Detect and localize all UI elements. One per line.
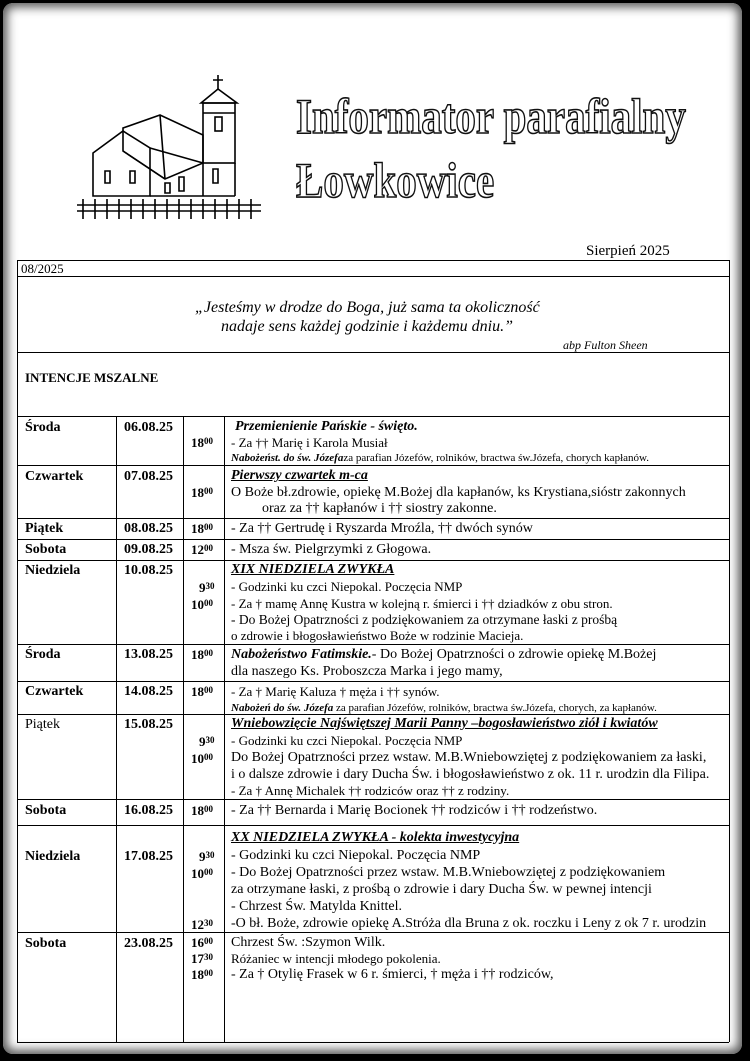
row-day: Piątek bbox=[25, 521, 64, 536]
row-day: Sobota bbox=[25, 803, 67, 818]
row-intention: - Za † mamę Annę Kustra w kolejną r. śmierci i †† dziadków z obu stron. bbox=[231, 596, 613, 611]
row-date: 06.08.25 bbox=[124, 420, 173, 435]
row-day: Niedziela bbox=[25, 849, 81, 864]
row-time: $17^{30}$ bbox=[191, 951, 213, 966]
row-date: 15.08.25 bbox=[124, 717, 173, 732]
row-intention: Różaniec w intencji młodego pokolenia. bbox=[231, 951, 441, 966]
row-intention: - Do Bożej Opatrzności przez wstaw. M.B.Wniebowzięte̜j z podziękowaniem bbox=[231, 865, 666, 880]
row-intention: Do Bożej Opatrzności przez wstaw. M.B.Wniebowzięte̜j z podziękowaniem za łaski, bbox=[231, 750, 707, 765]
row-intention: Nabożeństwo Fatimskie.- Do Bożej Opatrzności o zdrowie opiekę M.Bożej bbox=[231, 647, 657, 662]
row-intention: i o dalsze zdrowie i dary Ducha Św. i błogosławieństwo z ok. 11 r. urodzin dla Filipa. bbox=[231, 767, 710, 782]
row-time: $18^{00}$ bbox=[191, 435, 213, 450]
row-time: $18^{00}$ bbox=[191, 521, 213, 536]
row-intention: - Za †† Bernarda i Marię Bocionek †† rodziców i †† rodzeństwo. bbox=[231, 803, 598, 818]
row-date: 07.08.25 bbox=[124, 469, 173, 484]
row-intention: - Godzinki ku czci Niepokal. Poczęcia NMP bbox=[231, 848, 481, 863]
row-feast-title: Pierwszy czwartek m-ca bbox=[231, 468, 368, 483]
row-date: 08.08.25 bbox=[124, 521, 173, 536]
row-time: $10^{00}$ bbox=[191, 866, 213, 881]
row-intention: Nabożeń do św. Józefa za parafian Józefów, rolników, bractwa św.Józefa, chorych, za kapłanów. bbox=[231, 702, 657, 714]
row-intention: Chrzest Św. :Szymon Wilk. bbox=[231, 935, 386, 950]
row-day: Środa bbox=[25, 647, 61, 662]
row-day: Czwartek bbox=[25, 684, 84, 699]
row-time: $9^{30}$ bbox=[199, 580, 215, 595]
row-day: Piątek bbox=[25, 717, 60, 732]
issue-number: 08/2025 bbox=[21, 261, 64, 276]
row-time: $10^{00}$ bbox=[191, 597, 213, 612]
row-time: $9^{30}$ bbox=[199, 734, 215, 749]
church-icon bbox=[75, 73, 265, 223]
row-day: Czwartek bbox=[25, 469, 84, 484]
row-date: 14.08.25 bbox=[124, 684, 173, 699]
row-intention: Nabożeńst. do św. Józefaza parafian Józefów, rolników, bractwa św.Józefa, chorych kapłanów. bbox=[231, 452, 649, 464]
row-time: $18^{00}$ bbox=[191, 684, 213, 699]
row-intention: o zdrowie i błogosławieństwo Boże w rodzinie Macieja. bbox=[231, 628, 524, 643]
row-date: 13.08.25 bbox=[124, 647, 173, 662]
row-time: $18^{00}$ bbox=[191, 647, 213, 662]
row-date: 17.08.25 bbox=[124, 849, 173, 864]
row-date: 10.08.25 bbox=[124, 563, 173, 578]
row-date: 09.08.25 bbox=[124, 542, 173, 557]
title-line-1: Informator parafialny bbox=[296, 88, 686, 144]
row-time: $12^{30}$ bbox=[191, 917, 213, 932]
title-line-2: Łowkowice bbox=[296, 152, 495, 208]
row-intention: - Za †† Gertrudę i Ryszarda Mroźla, †† dwóch synów bbox=[231, 521, 533, 536]
row-intention: - Za †† Marię i Karola Musiał bbox=[231, 435, 388, 450]
quote-line-1: „Jesteśmy w drodze do Boga, już sama ta okoliczność bbox=[195, 299, 540, 316]
row-intention: O Boże bł.zdrowie, opiekę M.Bożej dla kapłanów, ks Krystiana,sióstr zakonnych bbox=[231, 485, 686, 500]
row-feast-title: Przemienienie Pańskie - święto. bbox=[235, 419, 418, 434]
row-intention: dla naszego Ks. Proboszcza Marka i jego mamy, bbox=[231, 664, 503, 679]
row-time: $12^{00}$ bbox=[191, 542, 213, 557]
row-day: Sobota bbox=[25, 936, 67, 951]
row-intention: - Godzinki ku czci Niepokal. Poczęcia NMP bbox=[231, 733, 463, 748]
row-intention: oraz za †† kapłanów i †† siostry zakonne. bbox=[262, 501, 497, 516]
row-intention: - Za † Annę Michalek †† rodziców oraz †† z rodziny. bbox=[231, 783, 510, 798]
row-date: 23.08.25 bbox=[124, 936, 173, 951]
row-time: $10^{00}$ bbox=[191, 751, 213, 766]
row-time: $18^{00}$ bbox=[191, 803, 213, 818]
row-day: Środa bbox=[25, 420, 61, 435]
row-intention: - Do Bożej Opatrzności z podziękowaniem za otrzymane łaski z prośbą bbox=[231, 612, 618, 627]
bulletin-page bbox=[3, 3, 742, 1054]
row-time: $18^{00}$ bbox=[191, 485, 213, 500]
row-intention: - Msza św. Pielgrzymki z Głogowa. bbox=[231, 542, 432, 557]
quote-line-2: nadaje sens każdej godzinie i każdemu dniu.” bbox=[221, 318, 513, 335]
row-time: $16^{00}$ bbox=[191, 935, 213, 950]
row-intention: - Za † Otylię Frasek w 6 r. śmierci, † męża i †† rodziców, bbox=[231, 967, 554, 982]
row-time: $9^{30}$ bbox=[199, 849, 215, 864]
row-feast-title: Wniebowzięcie Najświętszej Marii Panny –bogosławieństwo ziół i kwiatów bbox=[231, 716, 658, 731]
row-date: 16.08.25 bbox=[124, 803, 173, 818]
row-intention: - Godzinki ku czci Niepokal. Poczęcia NMP bbox=[231, 579, 463, 594]
quote-author: abp Fulton Sheen bbox=[563, 338, 648, 352]
row-time: $18^{00}$ bbox=[191, 967, 213, 982]
row-day: Niedziela bbox=[25, 563, 81, 578]
section-title: INTENCJE MSZALNE bbox=[25, 370, 159, 385]
row-feast-title: XIX NIEDZIELA ZWYKŁA bbox=[231, 562, 395, 577]
row-intention: -O bł. Boże, zdrowie opiekę A.Stróża dla Bruna z ok. roczku i Leny z ok 7 r. urodzin bbox=[231, 916, 707, 931]
row-intention: za otrzymane łaski, z prośbą o zdrowie i dary Ducha Św. w pewnej intencji bbox=[231, 882, 652, 897]
row-intention: - Chrzest Św. Matylda Knittel. bbox=[231, 899, 402, 914]
row-intention: - Za † Marię Kaluza † męża i †† synów. bbox=[231, 684, 440, 699]
month-label: Sierpień 2025 bbox=[586, 243, 670, 259]
row-day: Sobota bbox=[25, 542, 67, 557]
row-feast-title: XX NIEDZIELA ZWYKŁA - kolekta inwestycyjna bbox=[231, 830, 520, 845]
